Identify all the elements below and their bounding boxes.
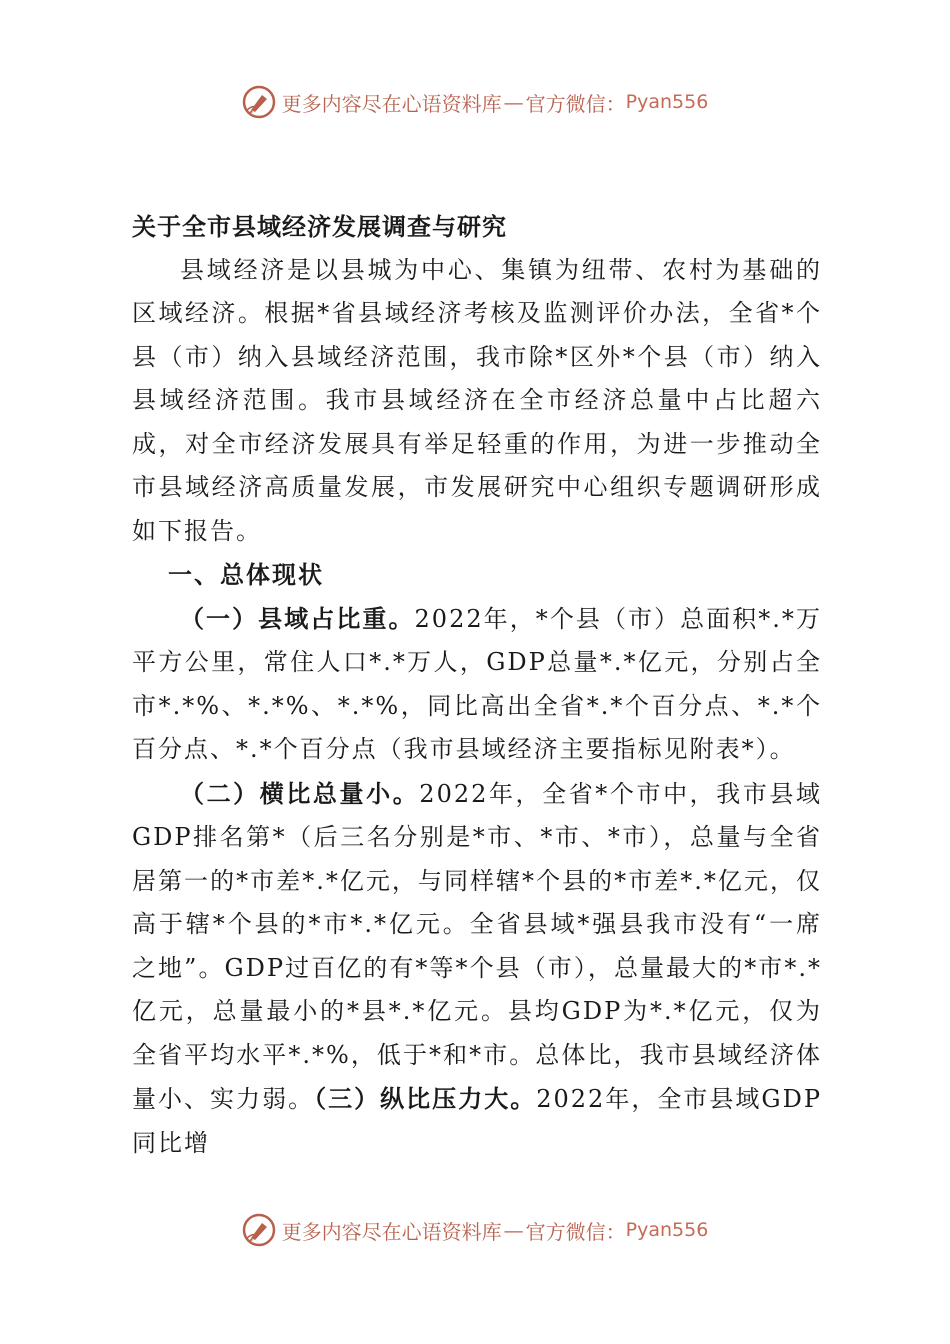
section-1-heading: 一、总体现状 bbox=[168, 560, 324, 589]
footer-banner bbox=[0, 1210, 950, 1250]
pen-nib-logo-icon bbox=[242, 85, 276, 119]
header-wechat-id: Pyan556 bbox=[625, 91, 709, 113]
item-3-text: 2022年，全市县域GDP同比增 bbox=[132, 1085, 822, 1157]
pen-nib-logo-icon bbox=[242, 1213, 276, 1247]
item-2-lead: （二）横比总量小。 bbox=[180, 778, 420, 808]
item-1-text: 2022年，*个县（市）总面积*.*万平方公里，常住人口*.*万人，GDP总量*.*亿元，分别占全市*.*%、*.*%、*.*%，同比高出全省*.*个百分点、*.*个百分点、*.*个百分点（我市县域经济主要指标见附表*）。 bbox=[132, 604, 822, 763]
item-1-lead: （一）县域占比重。 bbox=[180, 603, 415, 633]
header-banner-dash: — bbox=[503, 90, 524, 114]
item-3-lead: （三）纵比压力大。 bbox=[314, 1084, 537, 1113]
footer-wechat-id: Pyan556 bbox=[625, 1219, 709, 1241]
intro-paragraph: 县域经济是以县城为中心、集镇为纽带、农村为基础的区域经济。根据*省县域经济考核及监测评价办法，全省*个县（市）纳入县域经济范围，我市除*区外*个县（市）纳入县域经济范围。我市县域经济在全市经济总量中占比超六成，对全市经济发展具有举足轻重的作用，为进一步推动全市县域经济高质量发展，市发展研究中心组织专题调研形成如下报告。 bbox=[132, 255, 822, 545]
footer-banner-dash: — bbox=[503, 1218, 524, 1242]
item-2-text: 2022年，全省*个市中，我市县域GDP排名第*（后三名分别是*市、*市、*市），总量与全省居第一的*市差*.*亿元，与同样辖*个县的*市差*.*亿元，仅高于辖*个县的*市*.*亿元。全省县域*强县我市没有“一席之地”。GDP过百亿的有*等*个县（市），总量最大的*市*.*亿元，总量最小的*县*.*亿元。县均GDP为*.*亿元，仅为全省平均水平*.*%，低于*和*市。总体比，我市县域经济体量小、实力弱。 bbox=[132, 779, 823, 1113]
item-1-paragraph bbox=[132, 597, 822, 772]
item-2-paragraph bbox=[132, 772, 822, 1166]
header-banner-text: 更多内容尽在心语资料库 bbox=[281, 91, 502, 116]
footer-banner-text: 更多内容尽在心语资料库 bbox=[281, 1219, 502, 1244]
document-title: 关于全市县域经济发展调查与研究 bbox=[132, 212, 507, 241]
document-body bbox=[132, 205, 822, 1165]
footer-wechat-label: 官方微信： bbox=[525, 1219, 626, 1244]
header-wechat-label: 官方微信： bbox=[525, 91, 626, 116]
header-banner bbox=[0, 82, 950, 122]
